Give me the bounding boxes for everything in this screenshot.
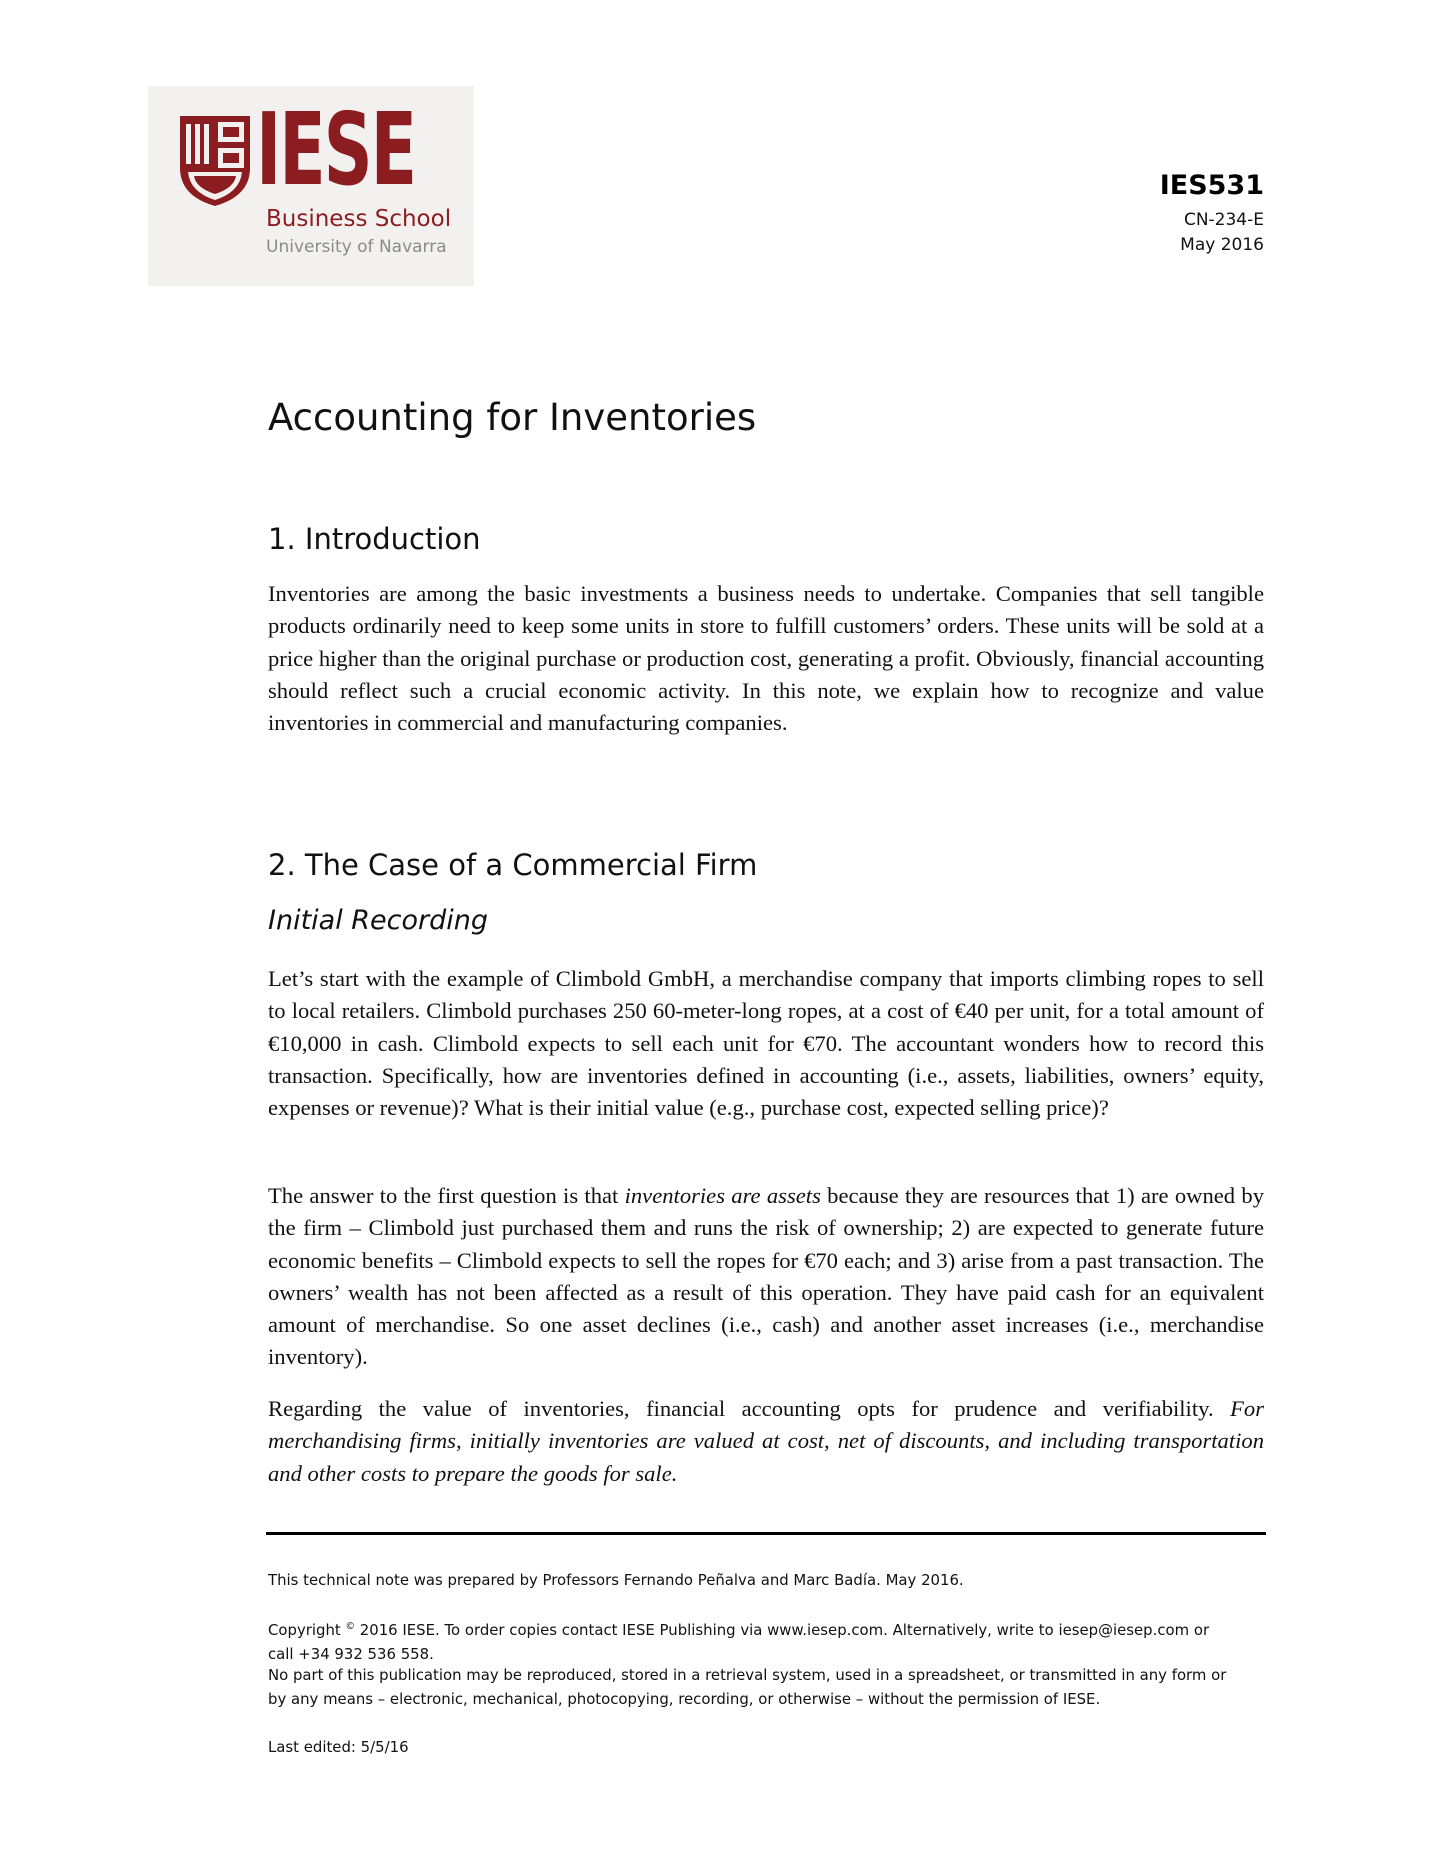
footer-rights: No part of this publication may be reproduced, stored in a retrieval system, used in a spreadsheet, or transmitted in any form or by any means – electronic, mechanical, photocopying, recording, or otherwise – without the permission of IESE.: [268, 1666, 1227, 1708]
paragraph-introduction: Inventories are among the basic investments a business needs to undertake. Companies that sell tangible products ordinarily need to keep some units in store to fulfill customers’ orders. These units will be sold at a price higher than the original purchase or production cost, generating a profit. Obviously, financial accounting should reflect such a crucial economic activity. In this note, we explain how to recognize and value inventories in commercial and manufacturing companies.: [268, 581, 1264, 736]
valuation-emphasis: For merchandising firms, initially inventories are valued at cost, net of discounts, and including transportation and other costs to prepare the goods for sale.: [268, 1396, 1264, 1486]
copyright-prefix: Copyright: [268, 1621, 346, 1640]
heading-introduction: 1. Introduction: [268, 522, 481, 556]
subheading-initial-recording: Initial Recording: [268, 905, 489, 936]
paragraph-inventory-valuation: [268, 1393, 1264, 1490]
heading-commercial-firm: 2. The Case of a Commercial Firm: [268, 848, 758, 882]
answer-emphasis: inventories are assets: [624, 1183, 821, 1208]
document-number: CN-234-E: [1183, 210, 1264, 230]
copyright-text: 2016 IESE. To order copies contact IESE Publishing via www.iesep.com. Alternatively, write to iesep@iesep.com or call +34 932 536 558.: [268, 1621, 1210, 1664]
iese-logo: [148, 86, 474, 286]
logo-university: University of Navarra: [266, 237, 447, 257]
logo-wordmark: IESE: [256, 91, 416, 208]
logo-business-school: Business School: [266, 206, 452, 232]
valuation-text-start: Regarding the value of inventories, financial accounting opts for prudence and verifiability.: [268, 1396, 1231, 1421]
paragraph-climbold-example: Let’s start with the example of Climbold GmbH, a merchandise company that imports climbing ropes to sell to local retailers. Climbold purchases 250 60-meter-long ropes, at a cost of €40 per unit, for a total amount of €10,000 in cash. Climbold expects to sell each unit for €70. The accountant wonders how to record this transaction. Specifically, how are inventories defined in accounting (i.e., assets, liabilities, owners’ equity, expenses or revenue)? What is their initial value (e.g., purchase cost, expected selling price)?: [268, 966, 1264, 1121]
footer-copyright: [268, 1615, 1228, 1666]
answer-text-start: The answer to the first question is that: [268, 1183, 625, 1208]
document-date: May 2016: [1180, 235, 1264, 255]
iese-shield-icon: [180, 116, 250, 206]
footer-prepared-by: This technical note was prepared by Professors Fernando Peñalva and Marc Badía. May 2016.: [268, 1571, 964, 1589]
document-code: IES531: [1159, 170, 1264, 201]
answer-text-rest: because they are resources that 1) are owned by the firm – Climbold just purchased them and runs the risk of ownership; 2) are expected to generate future economic benefits – Climbold expects to sell the ropes for €70 each; and 3) arise from a past transaction. The owners’ wealth has not been affected as a result of this operation. They have paid cash for an equivalent amount of merchandise. So one asset declines (i.e., cash) and another asset increases (i.e., merchandise inventory).: [268, 1183, 1264, 1370]
footer-last-edited: Last edited: 5/5/16: [268, 1738, 409, 1756]
page-title: Accounting for Inventories: [268, 396, 757, 439]
paragraph-inventories-are-assets: [268, 1180, 1264, 1374]
copyright-symbol: ©: [345, 1621, 356, 1632]
footer-divider: [266, 1532, 1266, 1535]
